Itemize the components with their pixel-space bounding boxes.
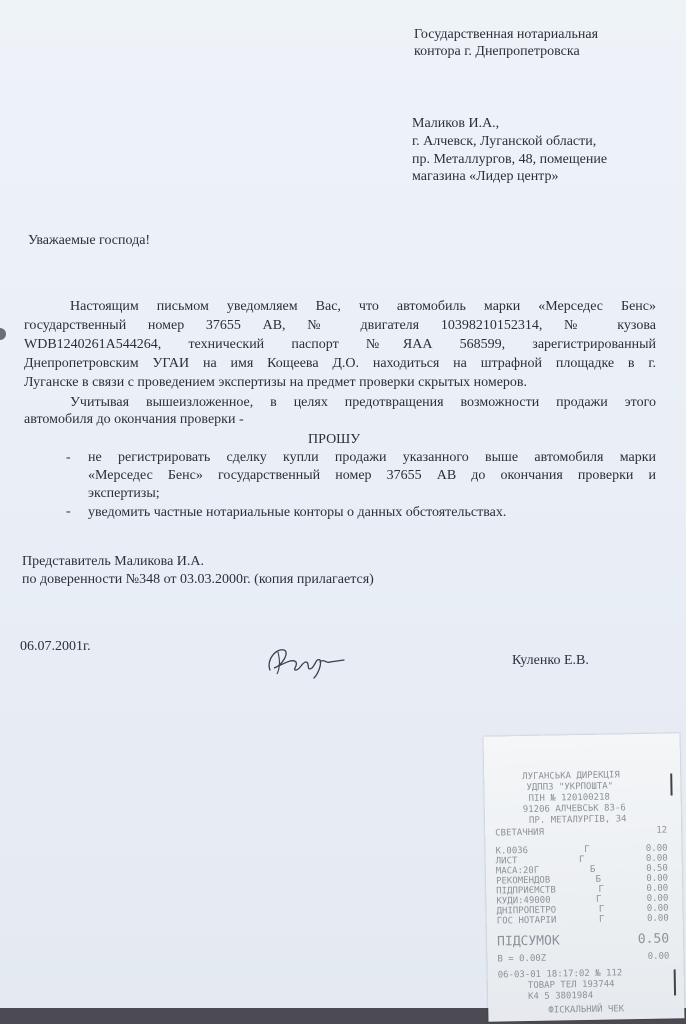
receipt-row: КУДИ:49000 Г 0.00 xyxy=(496,893,669,907)
bullet-dash: - xyxy=(66,504,71,519)
receipt-header-line: УДППЗ "УКРПОШТА" xyxy=(526,781,614,793)
letter-date: 06.07.2001г. xyxy=(20,639,91,654)
sender-city: г. Алчевск, Луганской области, xyxy=(412,134,597,149)
receipt-header-line: ЛУГАНСЬКА ДИРЕКЦІЯ xyxy=(522,770,620,783)
salutation: Уважаемые господа! xyxy=(28,233,151,248)
receipt-row: РЕКОМЕНДОВ Б 0.00 xyxy=(495,873,669,887)
body-line: Учитывая вышеизложенное, в целях предотвращения возможности продажи этого xyxy=(70,395,656,410)
bullet-dash: - xyxy=(66,450,71,465)
receipt-header-line: ПР. МЕТАЛУРГІВ, 34 xyxy=(528,814,627,826)
representative-line-2: по доверенности №348 от 03.03.2000г. (копия прилагается) xyxy=(22,572,374,587)
list-item-1-line: «Мерседес Бенс» государственный номер 37655 АВ до окончания проверки и xyxy=(88,468,656,483)
receipt-mark xyxy=(674,969,676,995)
body-line: Луганске в связи с проведением экспертизы на предмет проверки скрытых номеров. xyxy=(24,375,528,390)
body-line: WDB1240261A544264, технический паспорт №ЯАА 568599, зарегистрированный xyxy=(24,337,656,352)
receipt-row: ГОС НОТАРІИ Г 0.00 xyxy=(496,913,669,927)
list-item-1-line: экспертизы; xyxy=(88,486,160,501)
request-heading: ПРОШУ xyxy=(308,432,361,447)
list-item-1-line: не регистрировать сделку купли продажи указанного выше автомобиля марки xyxy=(88,450,656,465)
body-line: Днепропетровским УГАИ на имя Кощеева Д.О. находиться на штрафной площадке в г. xyxy=(24,356,656,371)
receipt-row: ПІДПРИЄМСТВ Г 0.00 xyxy=(496,883,669,897)
receipt-row: ДНІПРОПЕТРО Г 0.00 xyxy=(496,903,669,917)
punch-hole xyxy=(0,328,6,340)
receipt-row: К.0036 Г 0.00 xyxy=(495,843,668,857)
receipt-row: ЛИСТ Г 0.00 xyxy=(495,853,668,867)
recipient-line-2: контора г. Днепропетровска xyxy=(414,44,580,59)
receipt-footer-line: ТОВАР ТЕЛ 193744 xyxy=(527,979,615,991)
receipt-tax-row: В = 0.00Z 0.00 xyxy=(497,951,670,965)
body-line: государственный номер 37655 АВ, № двигателя 10398210152314, № кузова xyxy=(24,318,656,333)
handwritten-signature xyxy=(262,640,350,680)
receipt-mark xyxy=(670,773,672,795)
receipt-header-line: ПІН № 120100218 xyxy=(528,792,610,804)
sender-street: пр. Металлургов, 48, помещение xyxy=(412,152,608,167)
sender-shop: магазина «Лидер центр» xyxy=(412,169,559,184)
receipt-fiscal-label: ФІСКАЛЬНИЙ ЧЕК xyxy=(548,1004,625,1016)
sender-name: Маликов И.А., xyxy=(412,116,500,131)
body-line: автомобиля до окончания проверки - xyxy=(24,412,244,427)
receipt-footer-line: К4 5 3801984 xyxy=(527,990,594,1002)
receipt-header-line: 91206 АЛЧЕВСЬК 83-6 xyxy=(522,803,626,816)
body-line: Настоящим письмом уведомляем Вас, что автомобиль марки «Мерседес Бенс» xyxy=(70,299,656,314)
receipt-footer-line: 06-03-01 18:17:02 № 112 xyxy=(497,968,623,981)
receipt-type-row: СВЕТАЧНИЯ 12 xyxy=(495,825,668,839)
recipient-line-1: Государственная нотариальная xyxy=(414,27,599,42)
representative-line-1: Представитель Маликова И.А. xyxy=(22,554,204,569)
postal-receipt xyxy=(484,733,685,1021)
receipt-row: МАСА:20Г Б 0.50 xyxy=(495,863,668,877)
receipt-total-row: ПІДСУМОК 0.50 xyxy=(496,931,670,950)
signer-name: Куленко Е.В. xyxy=(512,653,589,668)
list-item-2: уведомить частные нотариальные конторы о данных обстоятельствах. xyxy=(88,505,507,520)
